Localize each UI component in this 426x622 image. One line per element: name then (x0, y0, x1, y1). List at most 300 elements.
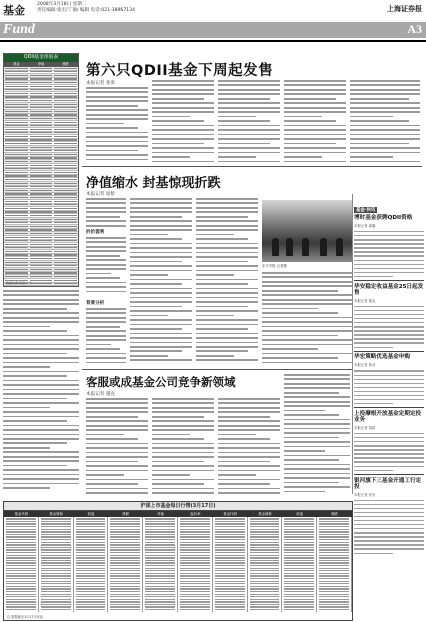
table-cell (319, 591, 349, 592)
text-line (86, 220, 126, 222)
text-line (130, 261, 182, 263)
table-cell (319, 578, 349, 579)
text-line (218, 456, 280, 458)
table-cell (30, 68, 53, 69)
text-line (3, 326, 50, 328)
text-line (3, 357, 79, 359)
text-line (3, 335, 79, 337)
page-number: A3 (407, 22, 422, 36)
table-cell (319, 575, 349, 576)
table-cell (6, 531, 36, 532)
text-line (86, 335, 126, 337)
table-cell (76, 581, 106, 582)
text-line (152, 465, 214, 467)
text-line (284, 477, 350, 479)
sidebar-item-title: 博时基金获聘QDII资格 (354, 215, 413, 221)
text-line (3, 416, 79, 418)
table-cell (41, 557, 71, 558)
text-line (218, 416, 270, 418)
text-line (354, 528, 424, 529)
text-line (86, 312, 126, 314)
table-cell (54, 229, 77, 230)
table-cell (215, 596, 245, 597)
table-cell (41, 568, 71, 569)
table-cell (6, 596, 36, 597)
article-column (86, 308, 126, 366)
table-cell (30, 251, 53, 252)
table-cell (284, 575, 314, 576)
table-cell (30, 172, 53, 173)
column-header: 基金代码 (14, 512, 29, 516)
text-line (350, 93, 420, 95)
text-line (262, 357, 338, 359)
sidebar-item-title: 银河旗下三基金开通工行定投 (354, 477, 422, 490)
text-line (130, 229, 192, 231)
text-line (196, 292, 258, 294)
table-cell (30, 258, 53, 259)
table-cell (6, 601, 36, 602)
photo-caption: 东方早报 记者摄 (262, 264, 287, 268)
table-cell (54, 183, 77, 184)
table-cell (250, 601, 280, 602)
table-cell (215, 534, 245, 535)
table-cell (180, 534, 210, 535)
table-cell (319, 539, 349, 540)
table-cell (180, 536, 210, 537)
table-cell (30, 265, 53, 266)
table-cell (319, 570, 349, 571)
table-cell (30, 179, 53, 180)
text-line (218, 143, 270, 145)
table-cell (215, 555, 245, 556)
table-cell (215, 518, 245, 519)
column-header: 涨跌 (122, 512, 130, 516)
table-cell (319, 604, 349, 605)
text-line (350, 152, 420, 154)
table-cell (54, 283, 77, 284)
table-cell (30, 186, 53, 187)
text-line (350, 120, 409, 122)
text-line (284, 401, 350, 403)
text-line (86, 447, 148, 449)
table-column (282, 517, 317, 612)
text-line (284, 161, 346, 163)
table-cell (215, 523, 245, 524)
text-line (196, 256, 258, 258)
text-line (86, 150, 138, 152)
text-line (3, 317, 79, 319)
table-cell (250, 581, 280, 582)
text-line (284, 455, 350, 457)
text-line (86, 339, 126, 341)
table-cell (284, 549, 314, 550)
text-line (152, 425, 214, 427)
text-line (3, 294, 79, 296)
table-cell (250, 557, 280, 558)
table-cell (6, 586, 36, 587)
table-cell (180, 578, 210, 579)
table-cell (180, 606, 210, 607)
table-cell (54, 247, 77, 248)
table-cell (41, 562, 71, 563)
text-line (3, 447, 50, 449)
text-line (3, 398, 67, 400)
text-line (284, 437, 339, 439)
text-line (354, 433, 424, 434)
table-cell (284, 570, 314, 571)
text-line (130, 256, 192, 258)
table-cell (41, 529, 71, 530)
text-line (196, 207, 258, 209)
table-cell (215, 601, 245, 602)
table-cell (284, 544, 314, 545)
table-cell (215, 565, 245, 566)
table-cell (319, 581, 349, 582)
table-cell (145, 586, 175, 587)
table-cell (5, 71, 28, 72)
table-cell (76, 588, 106, 589)
table-cell (250, 523, 280, 524)
text-line (284, 93, 346, 95)
table-cell (30, 237, 53, 238)
table-cell (76, 609, 106, 610)
text-line (86, 141, 148, 143)
table-cell (284, 599, 314, 600)
table-cell (250, 575, 280, 576)
table-cell (319, 609, 349, 610)
text-line (86, 461, 138, 463)
column-header: 基金 (13, 62, 20, 66)
table-cell (284, 536, 314, 537)
table-cell (250, 547, 280, 548)
text-line (196, 319, 258, 321)
table-cell (319, 536, 349, 537)
text-line (218, 125, 280, 127)
table-cell (76, 568, 106, 569)
text-line (284, 129, 346, 131)
table-cell (41, 609, 71, 610)
table-cell (30, 104, 53, 105)
text-line (284, 143, 336, 145)
table-cell (30, 247, 53, 248)
table-cell (110, 544, 140, 545)
table-cell (6, 552, 36, 553)
table-cell (145, 581, 175, 582)
text-line (218, 116, 256, 118)
table-cell (6, 560, 36, 561)
text-line (196, 234, 234, 236)
table-cell (319, 521, 349, 522)
table-cell (41, 599, 71, 600)
table-cell (110, 583, 140, 584)
table-cell (250, 542, 280, 543)
text-line (284, 428, 350, 430)
table-cell (319, 518, 349, 519)
text-line (3, 303, 79, 305)
table-cell (180, 573, 210, 574)
qdii-net-value-table (3, 53, 79, 287)
text-line (86, 246, 126, 248)
text-line (196, 211, 258, 213)
table-cell (180, 565, 210, 566)
sidebar-item-byline: 本报记者 张宏 (354, 492, 376, 497)
text-line (218, 98, 270, 100)
table-cell (319, 588, 349, 589)
text-line (152, 107, 214, 109)
table-cell (5, 114, 28, 115)
text-line (152, 116, 190, 118)
header-rule (0, 40, 426, 42)
text-line (3, 330, 67, 332)
table-cell (76, 542, 106, 543)
person-figure (320, 238, 327, 256)
table-cell (5, 251, 28, 252)
table-cell (76, 529, 106, 530)
text-line (354, 470, 393, 471)
text-line (218, 429, 280, 431)
text-line (284, 116, 322, 118)
text-line (3, 393, 79, 395)
table-cell (54, 251, 77, 252)
text-line (152, 111, 214, 113)
table-cell (215, 544, 245, 545)
text-line (86, 100, 148, 102)
table-cell (284, 604, 314, 605)
text-line (196, 202, 258, 204)
table-cell (215, 586, 245, 587)
table-cell (5, 136, 28, 137)
table-cell (76, 518, 106, 519)
table-cell (41, 521, 71, 522)
table-cell (30, 193, 53, 194)
table-cell (110, 523, 140, 524)
text-line (86, 127, 138, 129)
sidebar-kicker: 基金·快讯 (356, 208, 376, 213)
text-line (3, 425, 79, 427)
table-cell (319, 583, 349, 584)
table-cell (30, 75, 53, 76)
table-cell (110, 542, 140, 543)
text-line (284, 147, 346, 149)
sidebar-separator (354, 351, 424, 352)
table-cell (30, 147, 53, 148)
table-cell (5, 89, 28, 90)
table-cell (250, 583, 280, 584)
table-cell (41, 594, 71, 595)
text-line (284, 383, 350, 385)
text-line (350, 161, 420, 163)
table-cell (180, 521, 210, 522)
table-cell (6, 549, 36, 550)
text-line (284, 111, 346, 113)
table-cell (6, 609, 36, 610)
text-line (284, 396, 350, 398)
table-cell (284, 539, 314, 540)
table-cell (54, 280, 77, 281)
table-cell (319, 594, 349, 595)
table-cell (54, 215, 77, 216)
table-cell (76, 583, 106, 584)
table-cell (54, 197, 77, 198)
text-line (218, 479, 280, 481)
column-header: 收盘 (87, 512, 95, 516)
text-line (152, 479, 214, 481)
table-cell (145, 604, 175, 605)
text-line (284, 107, 346, 109)
text-line (354, 347, 393, 348)
table-cell (180, 539, 210, 540)
table-cell (110, 518, 140, 519)
table-cell (319, 526, 349, 527)
text-line (354, 524, 424, 525)
text-line (284, 156, 322, 158)
table-cell (250, 573, 280, 574)
table-cell (284, 562, 314, 563)
table-cell (250, 549, 280, 550)
divider (82, 166, 422, 167)
table-cell (250, 591, 280, 592)
table-cell (110, 557, 140, 558)
text-line (218, 465, 280, 467)
table-cell (6, 518, 36, 519)
table-cell (30, 129, 53, 130)
table-cell (54, 157, 77, 158)
table-cell (41, 596, 71, 597)
table-cell (5, 179, 28, 180)
text-line (3, 339, 79, 341)
table-cell (145, 523, 175, 524)
table-column (248, 517, 283, 612)
table-column (39, 517, 74, 612)
table-cell (110, 549, 140, 550)
table-cell (284, 578, 314, 579)
table-cell (145, 549, 175, 550)
text-line (86, 241, 126, 243)
table-cell (5, 237, 28, 238)
text-line (196, 288, 258, 290)
table-cell (110, 575, 140, 576)
text-line (152, 161, 214, 163)
text-line (130, 306, 182, 308)
text-line (196, 359, 258, 361)
table-cell (41, 536, 71, 537)
table-cell (30, 283, 53, 284)
table-cell (215, 583, 245, 584)
text-line (130, 346, 192, 348)
text-line (262, 326, 353, 328)
table-column (74, 517, 109, 612)
table-cell (145, 560, 175, 561)
text-line (86, 326, 120, 328)
text-line (3, 487, 50, 489)
table-cell (41, 581, 71, 582)
table-cell (76, 562, 106, 563)
text-line (218, 411, 280, 413)
text-line (86, 353, 126, 355)
text-line (218, 161, 280, 163)
text-line (284, 125, 346, 127)
table-cell (76, 599, 106, 600)
text-line (350, 125, 420, 127)
table-cell (284, 518, 314, 519)
text-line (130, 315, 168, 317)
table-cell (30, 96, 53, 97)
byline: 本报记者 张勇 (86, 81, 116, 86)
table-cell (5, 147, 28, 148)
table-cell (180, 523, 210, 524)
table-cell (41, 586, 71, 587)
text-line (196, 265, 258, 267)
table-cell (180, 599, 210, 600)
table-cell (5, 276, 28, 277)
table-cell (284, 588, 314, 589)
table-cell (54, 118, 77, 119)
table-cell (215, 542, 245, 543)
text-line (130, 342, 192, 344)
text-line (196, 270, 258, 272)
sidebar-divider (352, 194, 353, 494)
table-cell (110, 555, 140, 556)
table-cell (110, 588, 140, 589)
text-line (130, 324, 192, 326)
text-line (86, 225, 126, 227)
article-column (350, 80, 420, 163)
text-line (3, 362, 79, 364)
text-line (262, 285, 353, 287)
table-cell (145, 599, 175, 600)
text-line (196, 283, 248, 285)
table-cell (250, 606, 280, 607)
text-line (284, 414, 339, 416)
table-column (178, 517, 213, 612)
table-cell (30, 183, 53, 184)
table-cell (5, 172, 28, 173)
table-cell (110, 609, 140, 610)
text-line (3, 434, 79, 436)
table-cell (54, 139, 77, 140)
table-cell (54, 276, 77, 277)
table-cell (5, 215, 28, 216)
text-line (86, 105, 138, 107)
table-cell (180, 609, 210, 610)
subheading: 背景分析 (86, 301, 105, 306)
text-line (86, 202, 126, 204)
text-line (262, 353, 353, 355)
table-cell (30, 254, 53, 255)
table-cell (30, 269, 53, 270)
table-title: 沪深上市基金每日行情(3月17日) (4, 502, 352, 511)
table-title: QDII基金净值表 (4, 54, 78, 62)
table-cell (110, 536, 140, 537)
table-cell (54, 258, 77, 259)
table-cell (215, 529, 245, 530)
text-line (152, 416, 204, 418)
table-cell (215, 575, 245, 576)
text-line (86, 443, 148, 445)
text-line (86, 474, 124, 476)
table-cell (250, 604, 280, 605)
text-line (86, 425, 148, 427)
table-cell (250, 529, 280, 530)
table-cell (30, 118, 53, 119)
text-line (354, 272, 424, 273)
text-line (152, 80, 214, 82)
text-line (3, 451, 79, 453)
table-cell (6, 568, 36, 569)
sidebar-item-body (354, 370, 424, 404)
table-cell (215, 581, 245, 582)
text-line (152, 452, 214, 454)
